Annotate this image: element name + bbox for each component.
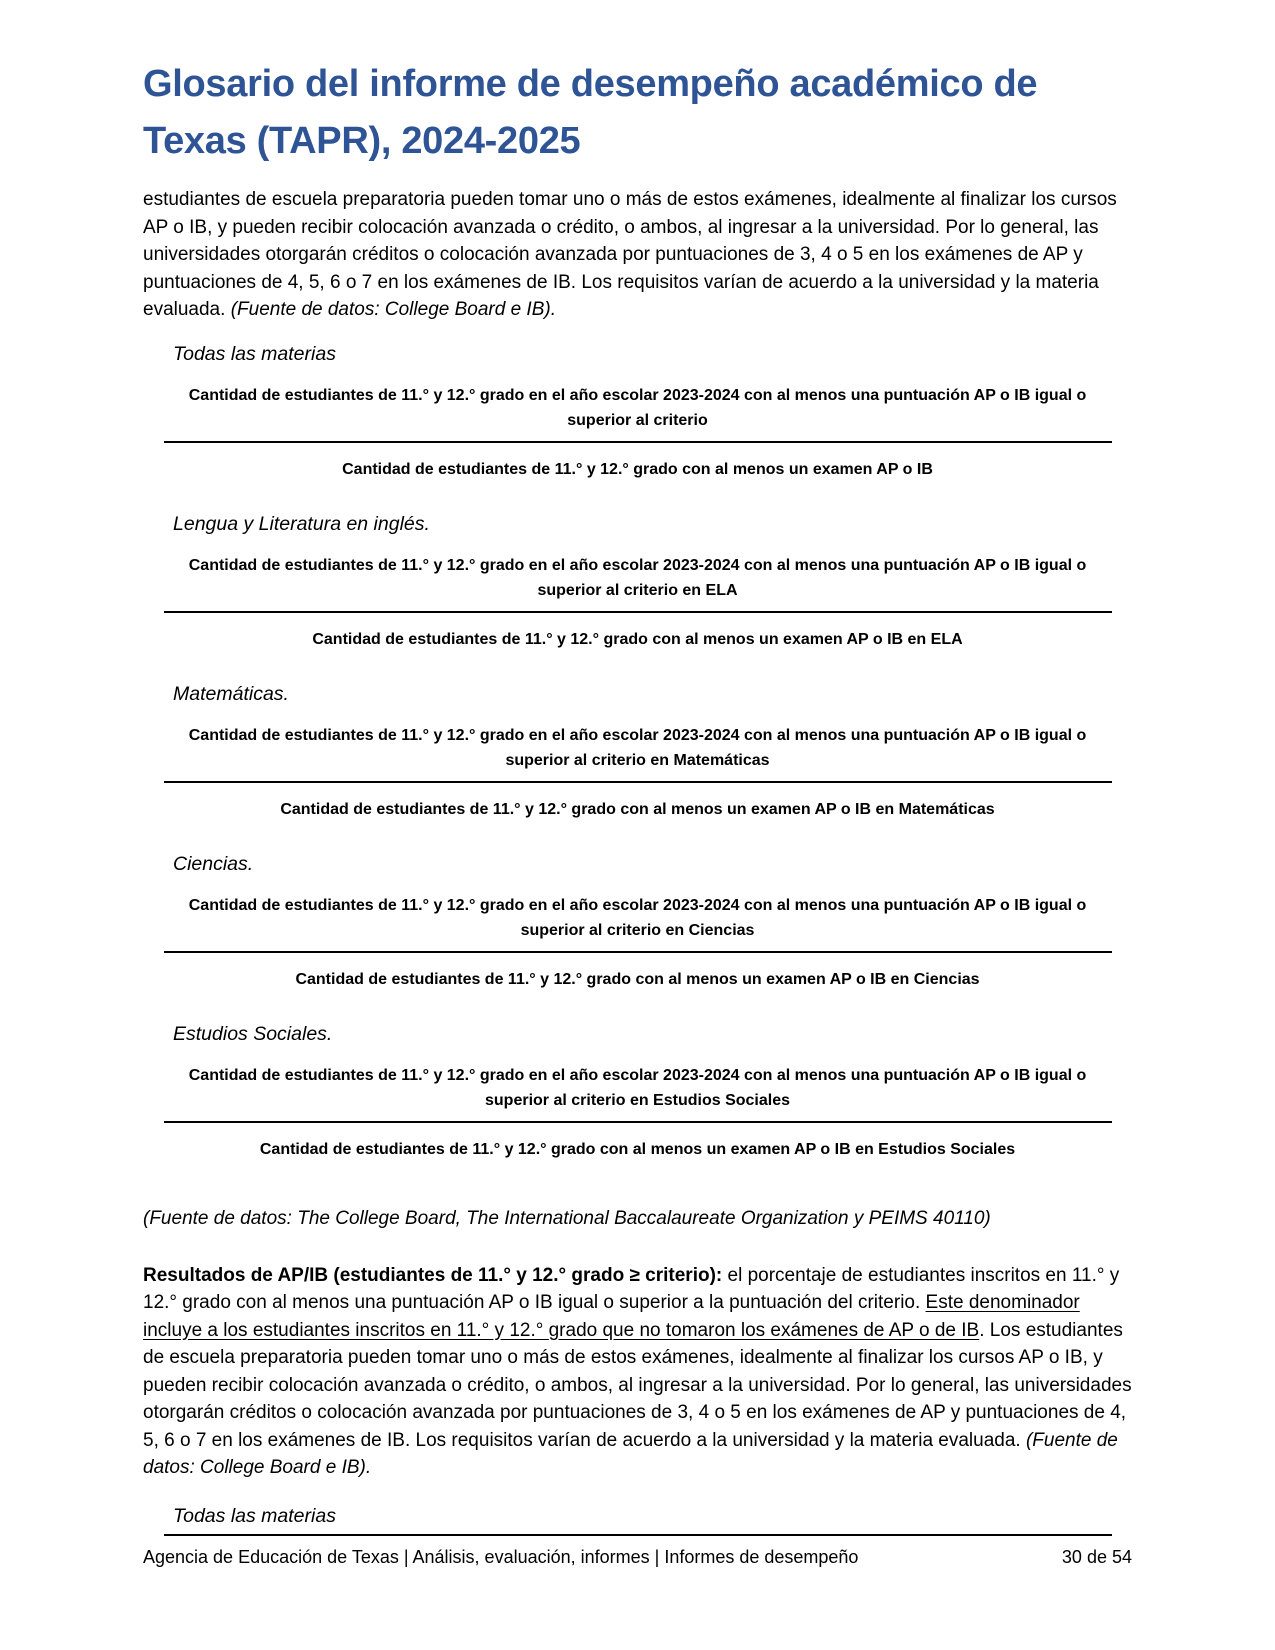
formula-fraction xyxy=(164,893,1112,992)
fraction-numerator: Cantidad de estudiantes de 11.° y 12.° grado en el año escolar 2023-2024 con al menos una puntuación AP o IB igual o superior al criterio en Estudios Sociales xyxy=(164,1063,1112,1123)
formula-fraction xyxy=(164,383,1112,482)
fraction-bar-rule xyxy=(164,1534,1112,1536)
apib-underlined-clause: Este denominador incluye a los estudiantes inscritos en 11.° y 12.° grado que no tomaron los exámenes de AP o de IB xyxy=(143,1292,1080,1341)
subject-heading: Estudios Sociales. xyxy=(173,1022,333,1045)
section-todas-las-materias xyxy=(143,342,1132,482)
fraction-numerator: Cantidad de estudiantes de 11.° y 12.° grado en el año escolar 2023-2024 con al menos una puntuación AP o IB igual o superior al criterio en Matemáticas xyxy=(164,723,1112,783)
section-lengua-y-literatura xyxy=(143,512,1132,652)
fraction-numerator: Cantidad de estudiantes de 11.° y 12.° grado en el año escolar 2023-2024 con al menos una puntuación AP o IB igual o superior al criterio xyxy=(164,383,1112,443)
data-sources-citation: (Fuente de datos: The College Board, The International Baccalaureate Organization y PEIMS 40110) xyxy=(143,1207,991,1229)
fraction-numerator: Cantidad de estudiantes de 11.° y 12.° grado en el año escolar 2023-2024 con al menos una puntuación AP o IB igual o superior al criterio en ELA xyxy=(164,553,1112,613)
subject-heading: Todas las materias xyxy=(173,342,336,365)
page-title: Glosario del informe de desempeño académico de Texas (TAPR), 2024-2025 xyxy=(143,63,1038,162)
fraction-numerator: Cantidad de estudiantes de 11.° y 12.° grado en el año escolar 2023-2024 con al menos una puntuación AP o IB igual o superior al criterio en Ciencias xyxy=(164,893,1112,953)
fraction-denominator: Cantidad de estudiantes de 11.° y 12.° grado con al menos un examen AP o IB xyxy=(342,460,933,478)
intro-text: estudiantes de escuela preparatoria pueden tomar uno o más de estos exámenes, idealmente al finalizar los cursos AP o IB, y pueden recibir colocación avanzada o crédito, o ambos, al ingresar a la universidad. Por lo general, las universidades otorgarán créditos o colocación avanzada por puntuaciones de 3, 4 o 5 en los exámenes de AP y puntuaciones de 4, 5, 6 o 7 en los exámenes de IB. Los requisitos varían de acuerdo a la universidad y la materia evaluada. xyxy=(143,189,1117,320)
intro-source-citation: (Fuente de datos: College Board e IB). xyxy=(230,299,556,320)
fraction-denominator: Cantidad de estudiantes de 11.° y 12.° grado con al menos un examen AP o IB en Matemáticas xyxy=(280,800,995,818)
apib-text-2: . Los estudiantes de escuela preparatoria pueden tomar uno o más de estos exámenes, idealmente al finalizar los cursos AP o IB, y pueden recibir colocación avanzada o crédito, o ambos, al ingresar a la universidad. Por lo general, las universidades otorgarán créditos o colocación avanzada por puntuaciones de 3, 4 o 5 en los exámenes de AP y puntuaciones de 4, 5, 6 o 7 en los exámenes de IB. Los requisitos varían de acuerdo a la universidad y la materia evaluada. xyxy=(143,1319,1132,1451)
section-todas-las-materias-2 xyxy=(143,1504,1132,1536)
subject-heading: Ciencias. xyxy=(173,852,254,875)
apib-source-citation: (Fuente de datos: College Board e IB). xyxy=(143,1429,1118,1478)
formula-fraction xyxy=(164,553,1112,652)
formula-fraction xyxy=(164,1063,1112,1162)
fraction-denominator: Cantidad de estudiantes de 11.° y 12.° grado con al menos un examen AP o IB en Ciencias xyxy=(295,970,980,988)
apib-text-1: el porcentaje de estudiantes inscritos en 11.° y 12.° grado con al menos una puntuación AP o IB igual o superior a la puntuación del criterio. xyxy=(143,1264,1120,1313)
apib-term-bold: Resultados de AP/IB (estudiantes de 11.° y 12.° grado ≥ criterio): xyxy=(143,1264,723,1286)
section-ciencias xyxy=(143,852,1132,992)
page-footer xyxy=(143,1545,1132,1569)
intro-paragraph xyxy=(143,186,1132,324)
formula-fraction xyxy=(164,723,1112,822)
footer-agency-text: Agencia de Educación de Texas | Análisis, evaluación, informes | Informes de desempeño xyxy=(143,1547,859,1567)
formula-sections xyxy=(143,342,1132,1162)
fraction-denominator: Cantidad de estudiantes de 11.° y 12.° grado con al menos un examen AP o IB en ELA xyxy=(312,630,963,648)
apib-results-paragraph xyxy=(143,1262,1132,1482)
section-matematicas xyxy=(143,682,1132,822)
footer-page-number: 30 de 54 xyxy=(1061,1547,1132,1567)
subject-heading: Lengua y Literatura en inglés. xyxy=(173,512,430,535)
fraction-denominator: Cantidad de estudiantes de 11.° y 12.° grado con al menos un examen AP o IB en Estudios Sociales xyxy=(259,1140,1016,1158)
subject-heading: Todas las materias xyxy=(173,1504,336,1527)
subject-heading: Matemáticas. xyxy=(173,682,289,705)
section-estudios-sociales xyxy=(143,1022,1132,1162)
